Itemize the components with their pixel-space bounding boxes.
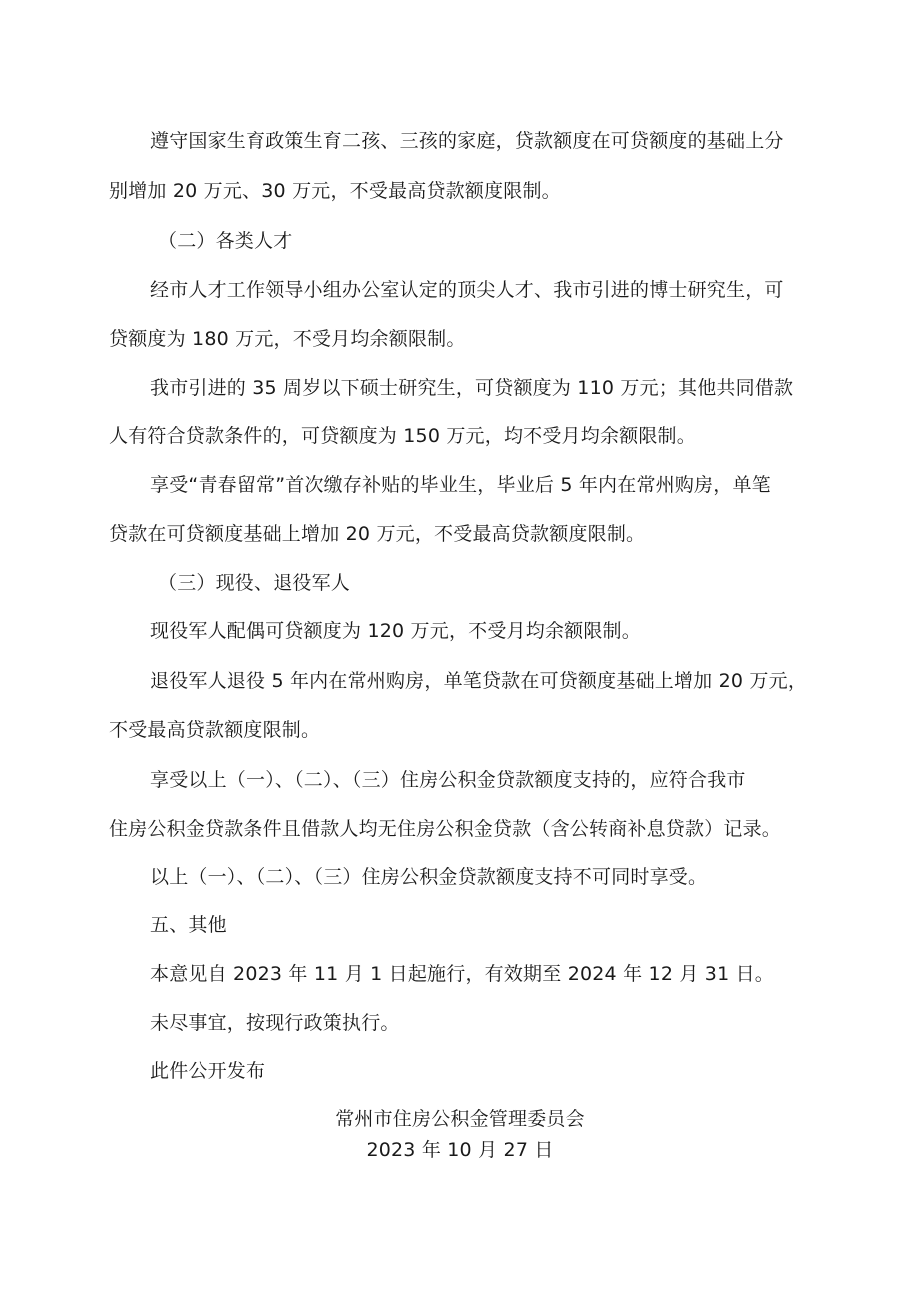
paragraph-line: 未尽事宜，按现行政策执行。 — [150, 1012, 400, 1034]
paragraph-line: 不受最高贷款额度限制。 — [109, 719, 321, 741]
paragraph-line: 经市人才工作领导小组办公室认定的顶尖人才、我市引进的博士研究生，可 — [150, 279, 784, 301]
paragraph-line: 退役军人退役 5 年内在常州购房，单笔贷款在可贷额度基础上增加 20 万元， — [150, 670, 808, 692]
paragraph-line: 遵守国家生育政策生育二孩、三孩的家庭，贷款额度在可贷额度的基础上分 — [150, 130, 784, 152]
paragraph-line: 本意见自 2023 年 11 月 1 日起施行，有效期至 2024 年 12 月 31 日。 — [150, 963, 775, 985]
paragraph-line: 别增加 20 万元、30 万元，不受最高贷款额度限制。 — [109, 180, 561, 202]
paragraph-line: 贷额度为 180 万元，不受月均余额限制。 — [109, 328, 466, 350]
paragraph-line: 我市引进的 35 周岁以下硕士研究生，可贷额度为 110 万元；其他共同借款 — [150, 377, 794, 399]
section-heading-other: 五、其他 — [150, 914, 227, 936]
paragraph-line: 以上（一）、（二）、（三）住房公积金贷款额度支持不可同时享受。 — [150, 866, 708, 888]
paragraph-line: 贷款在可贷额度基础上增加 20 万元，不受最高贷款额度限制。 — [109, 523, 646, 545]
issue-date: 2023 年 10 月 27 日 — [366, 1139, 554, 1161]
paragraph-line: 人有符合贷款条件的，可贷额度为 150 万元，均不受月均余额限制。 — [109, 425, 696, 447]
publication-note: 此件公开发布 — [150, 1060, 266, 1082]
section-heading-talents: （二）各类人才 — [158, 230, 293, 252]
section-heading-military: （三）现役、退役军人 — [158, 572, 351, 594]
paragraph-line: 现役军人配偶可贷额度为 120 万元，不受月均余额限制。 — [150, 620, 641, 642]
issuer-name: 常州市住房公积金管理委员会 — [335, 1108, 585, 1130]
paragraph-line: 住房公积金贷款条件且借款人均无住房公积金贷款（含公转商补息贷款）记录。 — [109, 818, 782, 840]
paragraph-line: 享受以上（一）、（二）、（三）住房公积金贷款额度支持的，应符合我市 — [150, 769, 746, 791]
paragraph-line: 享受“青春留常”首次缴存补贴的毕业生，毕业后 5 年内在常州购房，单笔 — [150, 474, 771, 496]
